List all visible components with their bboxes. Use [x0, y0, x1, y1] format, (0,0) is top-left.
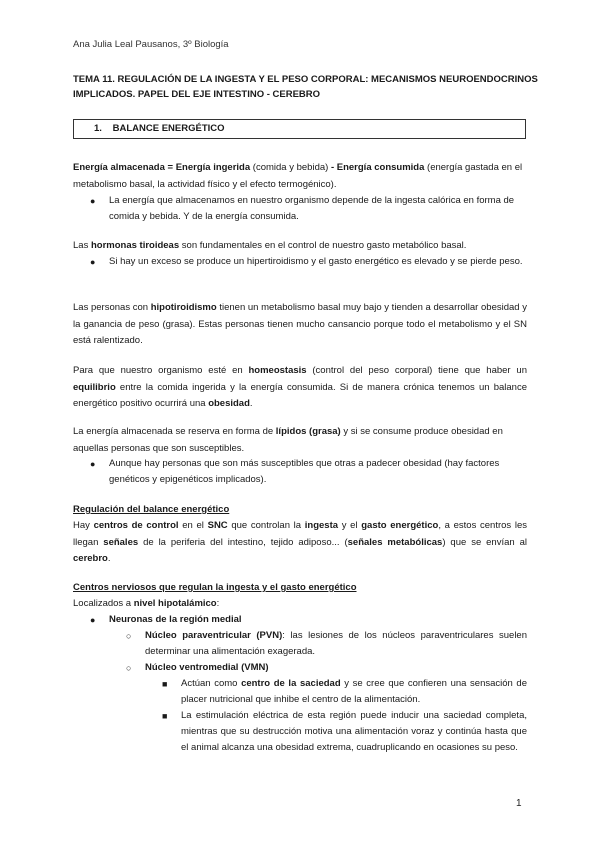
bold-ingesta: ingesta — [304, 520, 339, 531]
bold-centro-saciedad: centro de la saciedad — [241, 678, 341, 689]
text: , a estos centros les llegan — [73, 520, 528, 548]
text: en el — [178, 520, 208, 531]
text: ) que se envían al — [442, 536, 527, 548]
paragraph-homeostasis — [73, 363, 527, 413]
section-title: BALANCE ENERGÉTICO — [112, 123, 225, 134]
text: (energía gastada en el metabolismo basal, la actividad físico y el efecto termogénico). — [73, 162, 523, 190]
section-number: 1. — [94, 123, 102, 134]
text: Actúan como — [181, 678, 242, 689]
paragraph-hipotiroidismo — [73, 300, 527, 350]
text: que controlan la — [227, 520, 305, 531]
list-item-text: La energía que almacenamos en nuestro organismo depende de la ingesta calórica en forma de comida y bebida. Y de la energía consumida. — [109, 195, 515, 222]
text: y se cree que confieren una sensación de placer nutricional que inhibe el centro de la alimentación. — [181, 678, 528, 705]
text: (comida y bebida) — [250, 162, 331, 173]
text: . — [249, 398, 253, 409]
paragraph-energy-equation — [73, 160, 527, 193]
bold-hipotiroidismo: hipotiroidismo — [150, 302, 217, 313]
paragraph-lipidos — [73, 424, 527, 457]
bold-gasto-energetico: gasto energético — [361, 520, 439, 531]
bullet-square-icon: ■ — [162, 679, 168, 689]
text: : — [216, 598, 220, 609]
bold-cerebro: cerebro — [73, 553, 108, 564]
text: Las — [73, 240, 91, 251]
bullet-list — [90, 456, 527, 488]
bold-senales-metabolicas: señales metabólicas — [347, 536, 443, 548]
bullet-dot-icon: ● — [90, 615, 96, 625]
subheading-regulacion: Regulación del balance energético — [73, 504, 230, 515]
text: . — [107, 553, 111, 564]
list-item — [90, 254, 527, 270]
bullet-list — [90, 193, 527, 225]
bold-pvn: Núcleo paraventricular (PVN) — [145, 630, 283, 641]
bold-obesidad: obesidad — [208, 398, 250, 409]
list-item — [126, 628, 527, 660]
text: y si se consume produce obesidad en aquellas personas que son susceptibles. — [73, 426, 503, 454]
bold-homeostasis: homeostasis — [248, 365, 307, 376]
subheading-centros-nerviosos: Centros nerviosos que regulan la ingesta y el gasto energético — [73, 582, 357, 593]
text: son fundamentales en el control de nuestro gasto metabólico basal. — [179, 240, 467, 251]
list-item — [90, 612, 527, 628]
list-item-text: Si hay un exceso se produce un hipertiroidismo y el gasto energético es elevado y se pierde peso. — [109, 256, 523, 267]
bullet-dot-icon: ● — [90, 459, 96, 469]
text: Para que nuestro organismo esté en — [73, 365, 249, 376]
nested-list-level-1 — [90, 612, 527, 628]
text: La energía almacenada se reserva en forma de — [73, 426, 276, 437]
paragraph-localizados — [73, 596, 527, 613]
list-item — [90, 456, 527, 488]
bold-lipidos: lípidos (grasa) — [275, 426, 341, 437]
text: tienen un metabolismo basal muy bajo y tienden a desarrollar obesidad y la ganancia de peso (grasa). Estas personas tienen mucho cansancio porque todo el metabolismo y el SN está ralentizado. — [73, 302, 527, 346]
text: Las personas con — [73, 302, 151, 313]
bullet-dot-icon: ● — [90, 196, 96, 206]
page-number: 1 — [516, 798, 522, 809]
text: y el — [338, 520, 362, 531]
text: de la periferia del intestino, tejido adiposo... ( — [138, 536, 348, 548]
text: Hay — [73, 520, 94, 531]
bullet-circle-icon: ○ — [126, 663, 132, 673]
bullet-dot-icon: ● — [90, 257, 96, 267]
list-item-text: Aunque hay personas que son más susceptibles que otras a padecer obesidad (hay factores genéticos y epigenéticos implicados). — [109, 458, 500, 485]
bold-energia-almacenada: Energía almacenada = Energía ingerida — [73, 162, 251, 173]
list-item — [162, 676, 527, 708]
text: Localizados a — [73, 598, 134, 609]
nested-list-level-3 — [162, 676, 527, 756]
paragraph-centros-control — [73, 518, 527, 568]
bold-nivel-hipotalamico: nivel hipotalámico — [133, 598, 217, 609]
bold-centros-control: centros de control — [93, 520, 179, 531]
bold-equilibrio: equilibrio — [73, 381, 116, 393]
author-line: Ana Julia Leal Pausanos, 3º Biología — [73, 39, 229, 50]
list-item-text: La estimulación eléctrica de esta región puede inducir una saciedad completa, mientras que su destrucción motiva una alimentación voraz y continúa hasta que el animal alcanza una obesidad extrema, cuadruplicando en ocasiones su peso. — [181, 710, 527, 753]
text: : las lesiones de los núcleos paraventriculares suelen determinar una alimentación exagerada. — [145, 630, 527, 657]
list-item — [162, 708, 527, 756]
bullet-circle-icon: ○ — [126, 631, 132, 641]
bold-snc: SNC — [207, 520, 228, 531]
bold-vmn: Núcleo ventromedial (VMN) — [145, 662, 269, 673]
list-item-text: Neuronas de la región medial — [109, 614, 242, 625]
bold-energia-consumida: - Energía consumida — [330, 162, 425, 173]
list-item — [90, 193, 527, 225]
text: (control del peso corporal) tiene que haber un — [306, 365, 527, 376]
bullet-square-icon: ■ — [162, 711, 168, 721]
nested-list-level-2 — [126, 628, 527, 676]
section-heading-box — [73, 119, 526, 139]
text: entre la comida ingerida y la energía consumida. Si de manera crónica tenemos un balance energético positivo ocurrirá una — [73, 381, 527, 409]
bullet-list — [90, 254, 527, 270]
document-title: TEMA 11. REGULACIÓN DE LA INGESTA Y EL PESO CORPORAL: MECANISMOS NEUROENDOCRINOS IMPLICADOS. PAPEL DEL EJE INTESTINO - CEREBRO — [73, 74, 538, 100]
bold-senales: señales — [103, 536, 139, 548]
paragraph-hormonas — [73, 238, 527, 255]
bold-hormonas-tiroideas: hormonas tiroideas — [90, 240, 180, 251]
list-item — [126, 660, 527, 676]
